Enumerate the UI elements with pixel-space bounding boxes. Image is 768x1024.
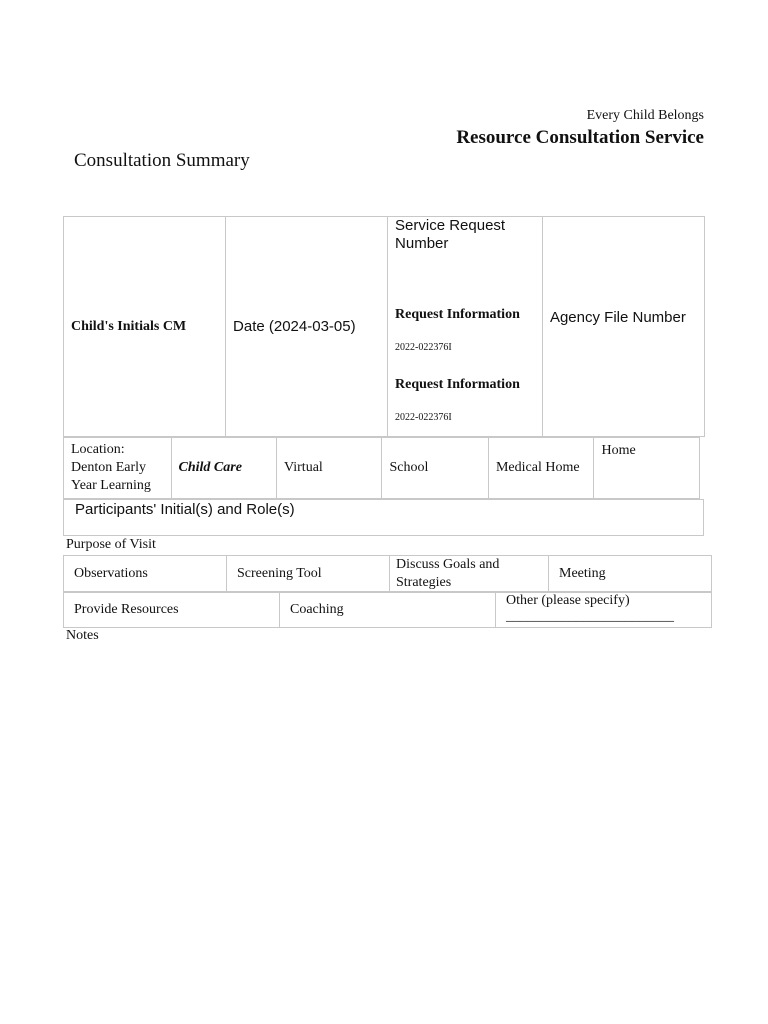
purpose-table-row1 (63, 555, 712, 593)
virtual-option: Virtual (276, 438, 381, 499)
observations-option: Observations (64, 556, 227, 593)
purpose-table-row2 (63, 591, 712, 628)
school-option: School (382, 438, 489, 499)
other-option (496, 592, 712, 628)
home-option: Home (594, 438, 700, 499)
agency-file-number-cell: Agency File Number (542, 217, 704, 437)
service-title: Resource Consultation Service (456, 127, 704, 148)
child-initials-cell: Child's Initials CM (64, 217, 226, 437)
other-label: Other (please specify) (506, 593, 630, 608)
provide-resources-option: Provide Resources (64, 592, 280, 628)
request-cell (388, 217, 543, 437)
child-care-option: Child Care (171, 438, 276, 499)
tagline: Every Child Belongs (586, 108, 704, 123)
discuss-goals-option: Discuss Goals and Strategies (390, 556, 549, 593)
other-specify-line: ________________________ (506, 609, 674, 624)
request-info-value-2: 2022-022376I (395, 412, 452, 423)
info-table (63, 216, 705, 437)
request-info-label-2: Request Information (395, 377, 520, 392)
purpose-heading: Purpose of Visit (66, 537, 156, 552)
request-info-label-1: Request Information (395, 307, 520, 322)
document-title: Consultation Summary (74, 150, 250, 171)
participants-box (63, 499, 704, 536)
date-cell: Date (2024-03-05) (226, 217, 388, 437)
medical-home-option: Medical Home (488, 438, 593, 499)
service-request-number-label: Service Request Number (395, 217, 506, 252)
coaching-option: Coaching (280, 592, 496, 628)
participants-label: Participants' Initial(s) and Role(s) (75, 501, 295, 518)
location-table (63, 437, 700, 499)
screening-tool-option: Screening Tool (227, 556, 390, 593)
location-cell: Location: Denton Early Year Learning (64, 438, 172, 499)
notes-label: Notes (66, 628, 99, 643)
request-info-value-1: 2022-022376I (395, 342, 452, 353)
meeting-option: Meeting (549, 556, 712, 593)
